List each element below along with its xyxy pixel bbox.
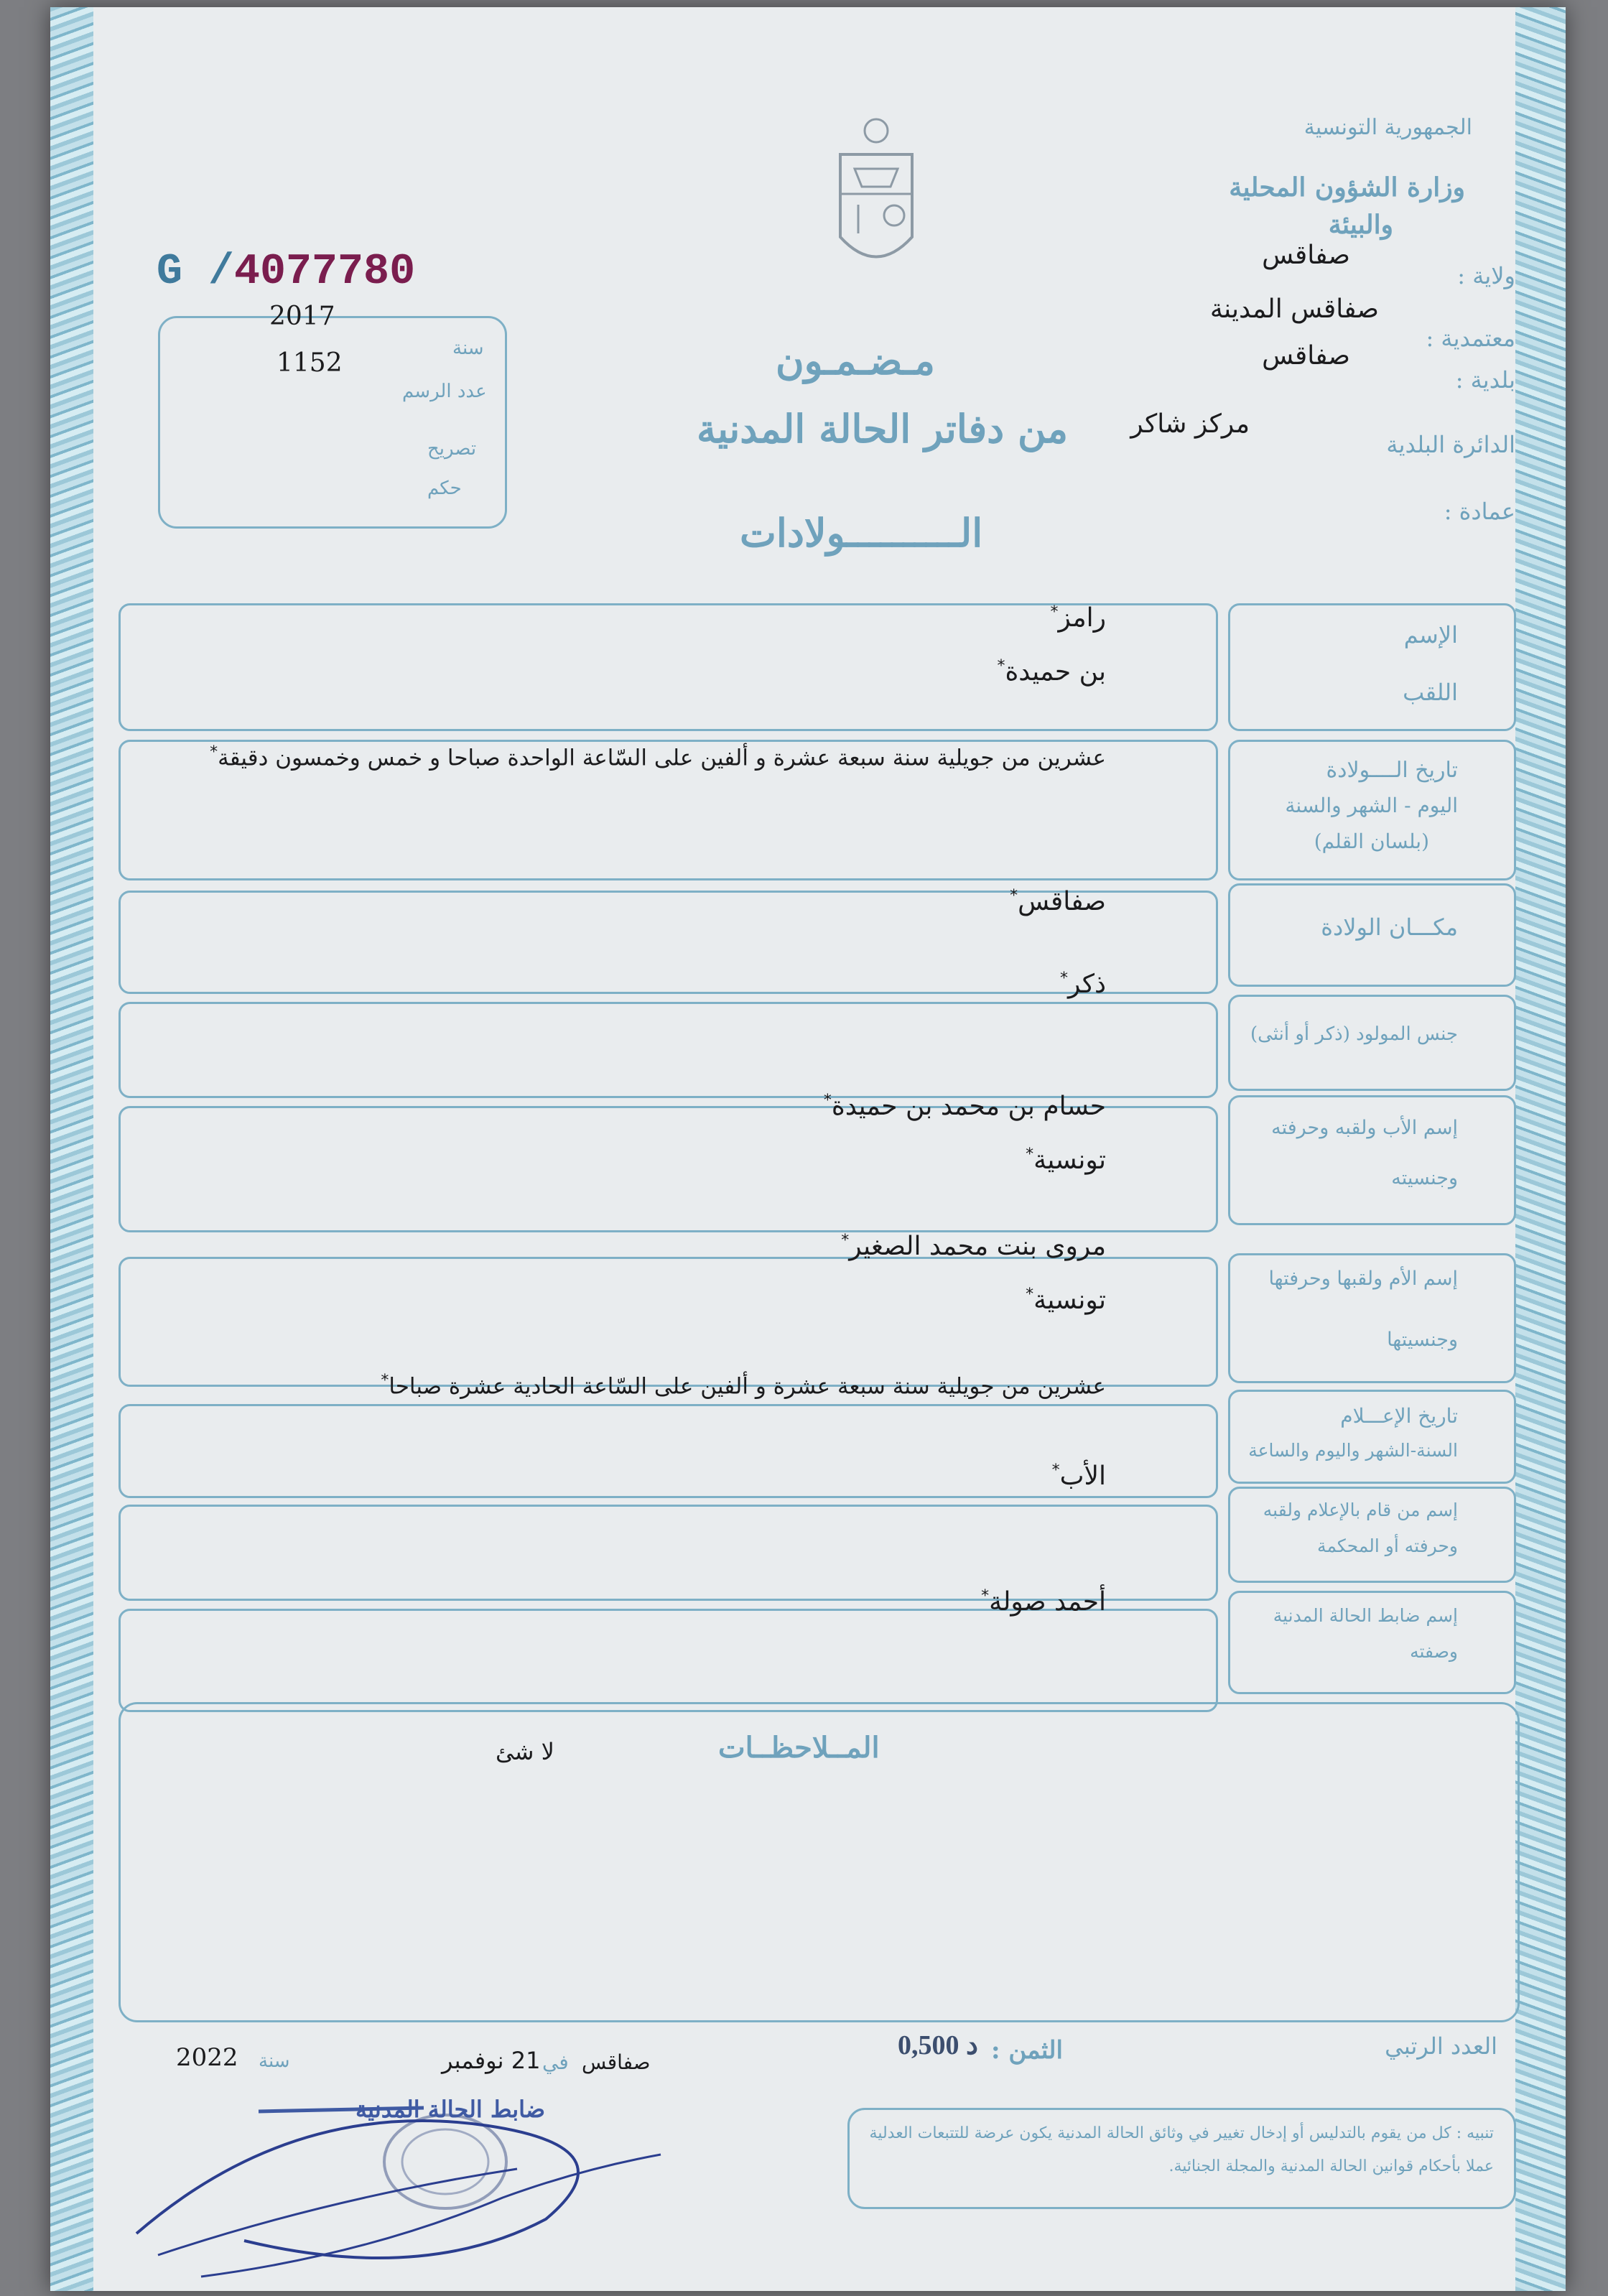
father-label: إسم الأب ولقبه وحرفته bbox=[1271, 1117, 1458, 1139]
daira-label: الدائرة البلدية bbox=[1386, 431, 1515, 458]
birth-date-label: تاريخ الــــولادة bbox=[1326, 758, 1458, 783]
baladia-label: بلدية : bbox=[1455, 366, 1515, 394]
judgment-label: حكم bbox=[427, 478, 462, 499]
father-label-2: وجنسيته bbox=[1391, 1167, 1458, 1189]
left-border-pattern bbox=[50, 7, 93, 2291]
mother-nationality-value: تونسية* bbox=[1026, 1286, 1106, 1315]
birth-place-value: صفاقس* bbox=[1010, 887, 1106, 916]
declaration-date-label-2: السنة-الشهر واليوم والساعة bbox=[1248, 1440, 1458, 1461]
republic-header: الجمهورية التونسية bbox=[1303, 115, 1472, 140]
declarant-label-2: وحرفته أو المحكمة bbox=[1317, 1535, 1458, 1556]
first-name-label: الإسم bbox=[1403, 621, 1458, 649]
declarant-label: إسم من قام بالإعلام ولقبه bbox=[1263, 1500, 1458, 1520]
declaration-date-value: عشرين من جويلية سنة سبعة عشرة و ألفين على السّاعة الحادية عشرة صباحا* bbox=[381, 1372, 1106, 1400]
price-label: الثمن : bbox=[991, 2036, 1063, 2065]
wilaya-label: ولاية : bbox=[1457, 262, 1515, 289]
declarant-value-box bbox=[118, 1505, 1218, 1601]
declaration-label: تصريح bbox=[427, 438, 477, 460]
ministry-header-2: والبيئة bbox=[1328, 210, 1393, 240]
coat-of-arms-icon bbox=[826, 115, 926, 280]
birth-date-label-3: (بلسان القلم) bbox=[1314, 829, 1429, 853]
price-value: 0,500 د bbox=[898, 2030, 978, 2060]
officer-value-box bbox=[118, 1609, 1218, 1712]
birth-place-label: مكـــان الولادة bbox=[1321, 914, 1458, 941]
sex-value: ذكر* bbox=[1059, 970, 1106, 999]
place-value: صفاقس bbox=[582, 2050, 651, 2074]
serial-number: G /4077780 bbox=[157, 248, 416, 297]
notes-label: المــلاحظــات bbox=[718, 1731, 880, 1765]
sex-label: جنس المولود (ذكر أو أنثى) bbox=[1250, 1023, 1458, 1045]
officer-stamp-text: ضابط الحالة المدنية bbox=[355, 2096, 546, 2123]
father-label-box bbox=[1228, 1095, 1516, 1225]
reg-no-value: 1152 bbox=[276, 348, 343, 378]
surname-label: اللقب bbox=[1403, 679, 1458, 706]
sex-value-box bbox=[118, 1002, 1218, 1098]
mother-value: مروى بنت محمد الصغير* bbox=[841, 1232, 1106, 1261]
year-label: سنة bbox=[452, 338, 484, 359]
motamadia-label: معتمدية : bbox=[1426, 325, 1515, 352]
father-nationality-value: تونسية* bbox=[1026, 1145, 1106, 1175]
father-value: حسام بن محمد بن حميدة* bbox=[823, 1092, 1106, 1121]
serial-label: العدد الرتبي bbox=[1385, 2032, 1497, 2060]
baladia-value: صفاقس bbox=[1262, 341, 1350, 371]
civil-status-document bbox=[50, 7, 1566, 2291]
in-label: في bbox=[542, 2050, 569, 2074]
first-name-value: رامز* bbox=[1050, 603, 1106, 633]
year-word-label: سنة bbox=[259, 2050, 290, 2072]
officer-label: إسم ضابط الحالة المدنية bbox=[1273, 1605, 1458, 1626]
mother-label-2: وجنسيتها bbox=[1387, 1329, 1458, 1351]
birth-date-label-2: اليوم - الشهر والسنة bbox=[1285, 794, 1458, 817]
declaration-date-label: تاريخ الإعـــلام bbox=[1340, 1404, 1458, 1428]
daira-value: مركز شاكر bbox=[1130, 409, 1250, 439]
mother-value-box bbox=[118, 1257, 1218, 1387]
motamadia-value: صفاقس المدينة bbox=[1209, 294, 1379, 324]
right-border-pattern bbox=[1515, 7, 1566, 2291]
reg-no-label: عدد الرسم bbox=[402, 381, 487, 402]
name-label-box bbox=[1228, 603, 1516, 731]
surname-value: بن حميدة* bbox=[997, 657, 1106, 687]
declarant-value: الأب* bbox=[1051, 1461, 1106, 1491]
warning-text: تنبيه : كل من يقوم بالتدليس أو إدخال تغيير في وثائق الحالة المدنية يكون عرضة للتتبعات العدلية عملا بأحكام قوانين الحالة المدنية والمجلة الجنائية. bbox=[869, 2124, 1494, 2175]
footer-year-value: 2022 bbox=[176, 2043, 238, 2072]
title-line1: مـضـمـون bbox=[776, 338, 935, 384]
title-line2: من دفاتر الحالة المدنية bbox=[697, 406, 1069, 452]
mother-label: إسم الأم ولقبها وحرفتها bbox=[1268, 1268, 1458, 1290]
birth-date-value: عشرين من جويلية سنة سبعة عشرة و ألفين على السّاعة الواحدة صباحا و خمس وخمسون دقيقة* bbox=[210, 743, 1106, 771]
day-month-value: 21 نوفمبر bbox=[442, 2047, 541, 2074]
officer-label-2: وصفته bbox=[1410, 1641, 1458, 1662]
wilaya-value: صفاقس bbox=[1262, 241, 1350, 270]
officer-value: أحمد صولة* bbox=[981, 1587, 1106, 1617]
imada-label: عمادة : bbox=[1444, 498, 1515, 525]
notes-value: لا شئ bbox=[496, 1738, 554, 1765]
ministry-header: وزارة الشؤون المحلية bbox=[1229, 172, 1465, 203]
section-title: الــــــــــولادات bbox=[740, 510, 983, 556]
year-value: 2017 bbox=[269, 302, 335, 331]
